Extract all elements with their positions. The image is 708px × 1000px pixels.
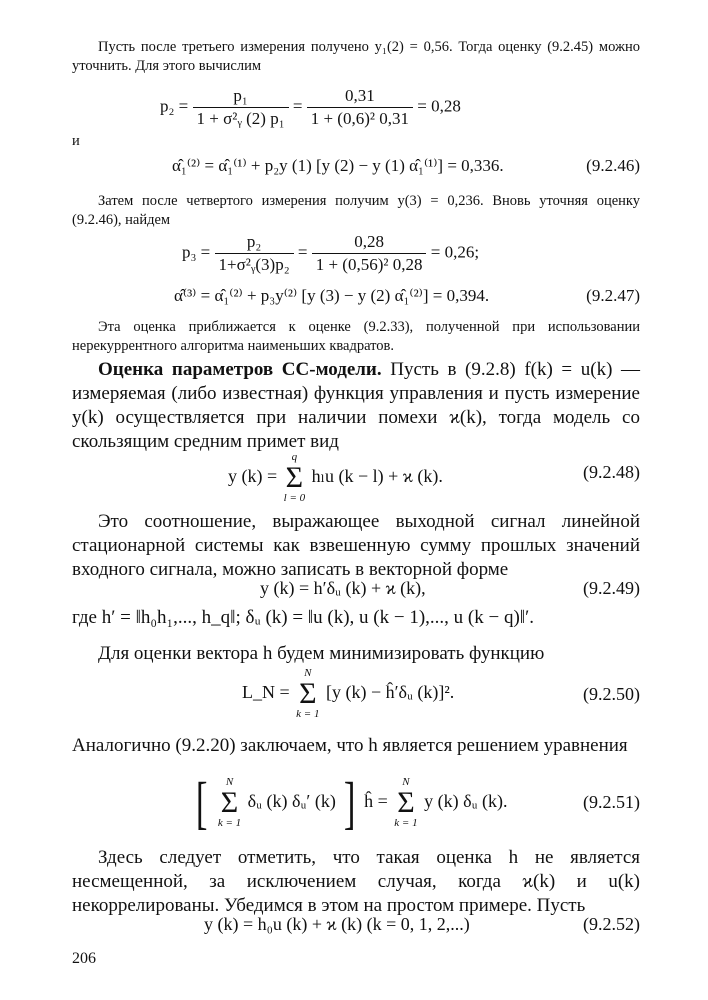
- fraction-numerator: p₁: [193, 86, 289, 108]
- fraction-numerator: p₂: [215, 232, 294, 254]
- section-heading: Оценка параметров СС-модели.: [98, 359, 382, 380]
- fraction-p3-symbolic: [215, 232, 294, 275]
- left-bracket: [: [195, 770, 208, 835]
- equation-number-9-2-50: (9.2.50): [583, 684, 640, 704]
- fraction-numerator: 0,31: [307, 86, 413, 108]
- sum-upper-limit: N: [225, 776, 234, 788]
- section-intro-text: Пусть в (9.2.8) f(k) = u(k) — измеряемая (либо известная) функция управления и пусть измерение y(k) осуществляется при наличии помехи ϰ(k), тогда модель со скользящим средним примет вид: [72, 359, 641, 452]
- sigma-glyph: Σ: [220, 786, 239, 819]
- equation-rhs: y (k) δᵤ (k).: [424, 791, 508, 812]
- equation-p3-result: = 0,26;: [430, 242, 480, 262]
- fraction-denominator: 1+σ²ᵧ(3)p₂: [218, 255, 290, 274]
- equation-number-9-2-46: (9.2.46): [586, 156, 640, 175]
- sum-lower-limit: k = 1: [217, 817, 242, 829]
- paragraph-biased-note: Здесь следует отметить, что такая оценка h не является несмещенной, за исключением случая, когда ϰ(k) и u(k) некоррелированы. Убедимся в этом на простом примере. Пусть: [72, 847, 640, 916]
- fraction-p2-numeric: [307, 86, 413, 129]
- equation-9-2-51: [192, 770, 508, 835]
- equation-mid: ĥ =: [364, 791, 388, 812]
- equation-rhs: hₗu (k − l) + ϰ (k).: [311, 466, 443, 487]
- sum-lower-limit: l = 0: [283, 492, 306, 504]
- equation-9-2-52: y (k) = h₀u (k) + ϰ (k) (k = 0, 1, 2,...): [204, 914, 470, 934]
- fraction-p2-symbolic: [193, 86, 289, 129]
- equation-9-2-48: [228, 452, 443, 504]
- equation-9-2-50: [242, 668, 454, 720]
- bracket-inner: δᵤ (k) δᵤ′ (k): [247, 791, 336, 812]
- sum-upper-limit: N: [402, 776, 410, 788]
- sigma-glyph: Σ: [299, 677, 317, 710]
- equation-lhs: L_N =: [242, 682, 290, 703]
- paragraph-analogous: Аналогично (9.2.20) заключаем, что h является решением уравнения: [72, 735, 628, 756]
- paragraph-third-measurement: Пусть после третьего измерения получено y₁(2) = 0,56. Тогда оценку (9.2.45) можно уточнить. Для этого вычислим: [72, 39, 640, 74]
- equals-sign: =: [292, 96, 303, 116]
- right-bracket: ]: [344, 770, 356, 835]
- summation-symbol: [296, 668, 319, 720]
- equals-sign: =: [297, 242, 308, 262]
- equation-p2: [160, 86, 461, 129]
- sigma-glyph: Σ: [397, 786, 415, 819]
- equation-p2-result: = 0,28: [417, 96, 461, 116]
- fraction-p3-numeric: [312, 232, 427, 275]
- equation-p2-lhs: p₂ =: [160, 96, 189, 116]
- fraction-denominator: 1 + σ²ᵧ (2) p₁: [196, 109, 285, 128]
- equation-9-2-49: y (k) = h′δᵤ (k) + ϰ (k),: [260, 578, 426, 598]
- equation-rhs: [y (k) − ĥ′δᵤ (k)]².: [325, 682, 455, 703]
- equation-p3-lhs: p₃ =: [182, 242, 211, 262]
- paragraph-fourth-measurement: Затем после четвертого измерения получим y(3) = 0,236. Вновь уточняя оценку (9.2.46), найдем: [72, 193, 640, 228]
- equation-number-9-2-52: (9.2.52): [583, 914, 640, 934]
- fraction-denominator: 1 + (0,6)² 0,31: [310, 109, 409, 128]
- sum-lower-limit: k = 1: [394, 817, 418, 829]
- paragraph-vector-form: Это соотношение, выражающее выходной сигнал линейной стационарной системы как взвешенную сумму прошлых значений входного сигнала, можно записать в векторной форме: [72, 511, 640, 580]
- fraction-numerator: 0,28: [312, 232, 427, 254]
- equation-lhs: y (k) =: [228, 466, 278, 487]
- fraction-denominator: 1 + (0,56)² 0,28: [315, 255, 423, 274]
- paragraph-minimize: Для оценки вектора h будем минимизировать функцию: [98, 643, 545, 664]
- summation-symbol: [394, 777, 417, 829]
- summation-symbol: [284, 452, 305, 504]
- conjunction-and: и: [72, 133, 80, 149]
- sum-lower-limit: k = 1: [296, 708, 320, 720]
- equation-9-2-46: α̂₁⁽²⁾ = α̂₁⁽¹⁾ + p₂y (1) [y (2) − y (1) α̂₁⁽¹⁾] = 0,336.: [172, 156, 504, 175]
- equation-number-9-2-48: (9.2.48): [583, 462, 640, 482]
- sum-upper-limit: N: [304, 667, 312, 679]
- sum-upper-limit: q: [291, 451, 298, 463]
- definition-line: где h′ = ‖h₀h₁,..., h_q‖; δᵤ (k) = ‖u (k), u (k − 1),..., u (k − q)‖′.: [72, 607, 535, 628]
- summation-symbol: [218, 777, 241, 829]
- sigma-glyph: Σ: [285, 461, 304, 494]
- paragraph-ss-model: [72, 358, 640, 454]
- page-number: 206: [72, 950, 96, 967]
- equation-number-9-2-51: (9.2.51): [583, 792, 640, 812]
- paragraph-estimate-comparison: Эта оценка приближается к оценке (9.2.33), полученной при использовании нерекуррентного алгоритма наименьших квадратов.: [72, 319, 640, 354]
- equation-number-9-2-49: (9.2.49): [583, 578, 640, 598]
- equation-p3: [182, 232, 479, 275]
- equation-number-9-2-47: (9.2.47): [586, 286, 640, 305]
- equation-9-2-47: α̂⁽³⁾ = α̂₁⁽²⁾ + p₃y⁽²⁾ [y (3) − y (2) α̂₁⁽²⁾] = 0,394.: [174, 286, 490, 305]
